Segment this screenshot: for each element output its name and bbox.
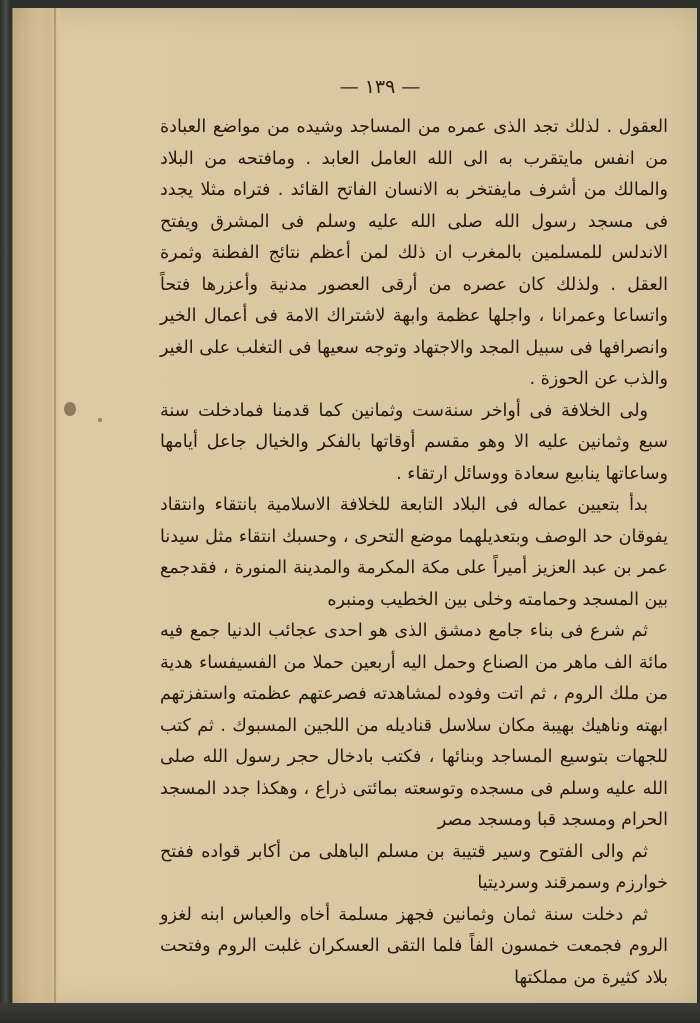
ink-blot [64,402,76,416]
paragraph-2: ولى الخلافة فى أواخر سنةست وثمانين كما قدمنا فمادخلت سنة سبع وثمانين عليه الا وهو مقسم أوقاتها بالفكر والخيال جاعل أيامها وساعاتها ينابيع سعادة ووسائل ارتقاء . [160,400,668,484]
paragraph-1: العقول . لذلك تجد الذى عمره من المساجد وشيده من مواضع العبادة من انفس مايتقرب به الى الله العامل العابد . ومافتحه من البلاد والمالك من أشرف مايفتخر به الانسان الفاتح القائد . فتراه مثلا يجدد فى مسجد رسول الله صلى الله عليه وسلم فى المشرق ويفتح الاندلس للمسلمين بالمغرب ان ذلك لمن أعظم نتائج الفطنة وثمرة العقل . ولذلك كان عصره من أرقى العصور مدنية وأعزرها فتحاً واتساعا وعمرانا ، واجلها عظمة وابهة لاشتراك الامة فى أعمال الخير وانصرافها فى سبيل المجد والاجتهاد وتوجه سعيها فى التغلب على الغير والذب عن الحوزة . [160,117,668,389]
paragraph-3: بدأ بتعيين عماله فى البلاد التابعة للخلافة الاسلامية بانتقاء وانتقاد يفوقان حد الوصف وبتعديلهما موضع التحرى ، وحسبك انتقاء مثل سيدنا عمر بن عبد العزيز أميراً على مكة المكرمة والمدينة المنورة ، فقدجمع بين المسجد وحمامته وخلى بين الخطيب ومنبره [160,495,668,610]
page-fold-line [54,8,56,1008]
ink-spot [98,418,102,422]
paragraph-4: ثم شرع فى بناء جامع دمشق الذى هو احدى عجائب الدنيا جمع فيه مائة الف ماهر من الصناع وحمل اليه أربعين حملا من الفسيفساء هدية من ملك الروم ، ثم اتت وفوده لمشاهدته فصرعتهم عظمته واستفزتهم ابهته وناهيك بهيبة مكان سلاسل قناديله من اللجين المسبوك . ثم كتب للجهات بتوسيع المساجد وبنائها ، فكتب بادخال حجر رسول الله صلى الله عليه وسلم فى مسجده وتوسعته بمائتى ذراع ، وهكذا جدد المسجد الحرام ومسجد قبا ومسجد مصر [160,621,668,830]
paragraph-6: ثم دخلت سنة ثمان وثمانين فجهز مسلمة أخاه والعباس ابنه لغزو الروم فجمعت خمسون الفاً فلما التقى العسكران غلبت الروم وفتحت بلاد كثيرة من مملكتها [160,904,668,988]
paragraph-5: ثم والى الفتوح وسير قتيبة بن مسلم الباهلى من أكابر قواده ففتح خوارزم وسمرقند وسرديتيا [160,841,668,893]
book-bottom-edge [0,1003,700,1023]
body-text [160,112,668,994]
page-number: — ١٣٩ — [339,76,421,98]
